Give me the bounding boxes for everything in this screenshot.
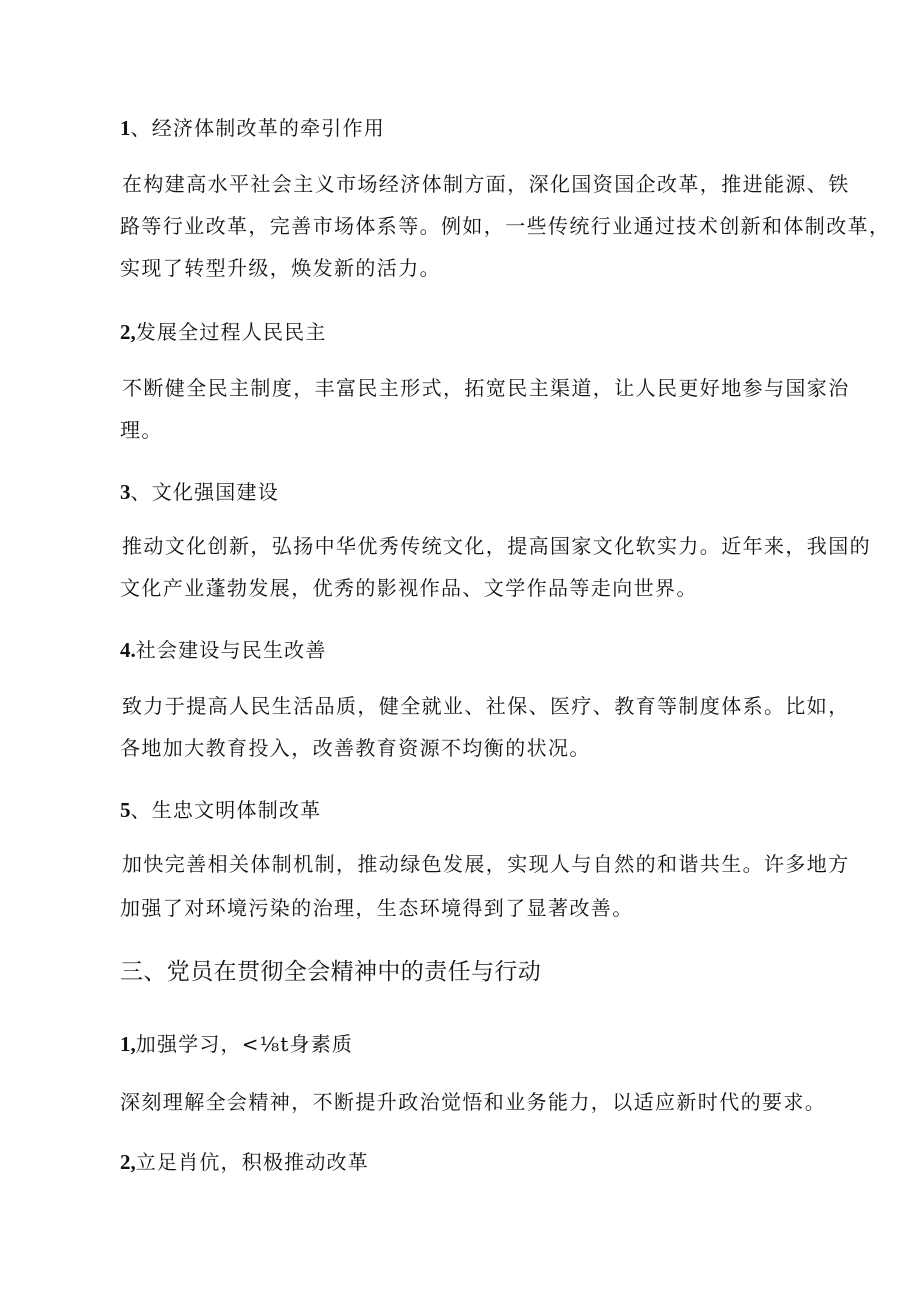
item-2-line-1: 不断健全民主制度，丰富民主形式，拓宽民主渠道，让人民更好地参与国家治 (122, 376, 850, 400)
item-5-heading-text: 、生忠文明体制改革 (130, 798, 322, 822)
item-2-line-2: 理。 (120, 418, 163, 442)
section-item-2-heading-text: 立足肖伉，积极推动改革 (135, 1150, 369, 1174)
item-2-heading-number: 2, (120, 320, 136, 344)
section-item-1-heading-number: 1, (120, 1032, 136, 1056)
section-item-1-heading-text: 加强学习，<⅛t身素质 (135, 1032, 354, 1056)
section-item-1-heading (120, 1032, 353, 1056)
item-3-heading-text: 、文化强国建设 (130, 480, 279, 504)
item-4-heading-text: 社会建设与民生改善 (135, 638, 327, 662)
item-5-heading-number: 5 (120, 798, 131, 822)
item-2-heading (120, 320, 327, 344)
item-5-heading (120, 798, 321, 822)
section-item-2-heading (120, 1150, 369, 1174)
item-1-heading-number: 1 (120, 116, 131, 140)
item-1-line-2: 路等行业改革，完善市场体系等。例如，一些传统行业通过技术创新和体制改革， (120, 214, 891, 238)
item-4-line-1: 致力于提高人民生活品质，健全就业、社保、医疗、教育等制度体系。比如， (122, 694, 850, 718)
item-5-line-2: 加强了对环境污染的治理，生态环境得到了显著改善。 (120, 896, 634, 920)
item-1-line-3: 实现了转型升级，焕发新的活力。 (120, 256, 441, 280)
item-3-heading-number: 3 (120, 480, 131, 504)
section-item-1-line-1: 深刻理解全会精神，不断提升政治觉悟和业务能力，以适应新时代的要求。 (120, 1090, 827, 1114)
item-1-heading-text: 、经济体制改革的牵引作用 (130, 116, 385, 140)
item-4-line-2: 各地加大教育投入，改善教育资源不均衡的状况。 (120, 736, 591, 760)
section-title: 三、党员在贯彻全会精神中的责任与行动 (120, 959, 542, 985)
section-item-2-heading-number: 2, (120, 1150, 136, 1174)
item-3-line-2: 文化产业蓬勃发展，优秀的影视作品、文学作品等走向世界。 (120, 576, 698, 600)
item-4-heading (120, 638, 327, 662)
item-3-heading (120, 480, 279, 504)
item-3-line-1: 推动文化创新，弘扬中华优秀传统文化，提高国家文化软实力。近年来，我国的 (122, 534, 871, 558)
item-2-heading-text: 发展全过程人民民主 (135, 320, 327, 344)
item-5-line-1: 加快完善相关体制机制，推动绿色发展，实现人与自然的和谐共生。许多地方 (122, 852, 850, 876)
item-4-heading-number: 4. (120, 638, 136, 662)
item-1-line-1: 在构建高水平社会主义市场经济体制方面，深化国资国企改革，推进能源、铁 (122, 172, 850, 196)
item-1-heading (120, 116, 385, 140)
